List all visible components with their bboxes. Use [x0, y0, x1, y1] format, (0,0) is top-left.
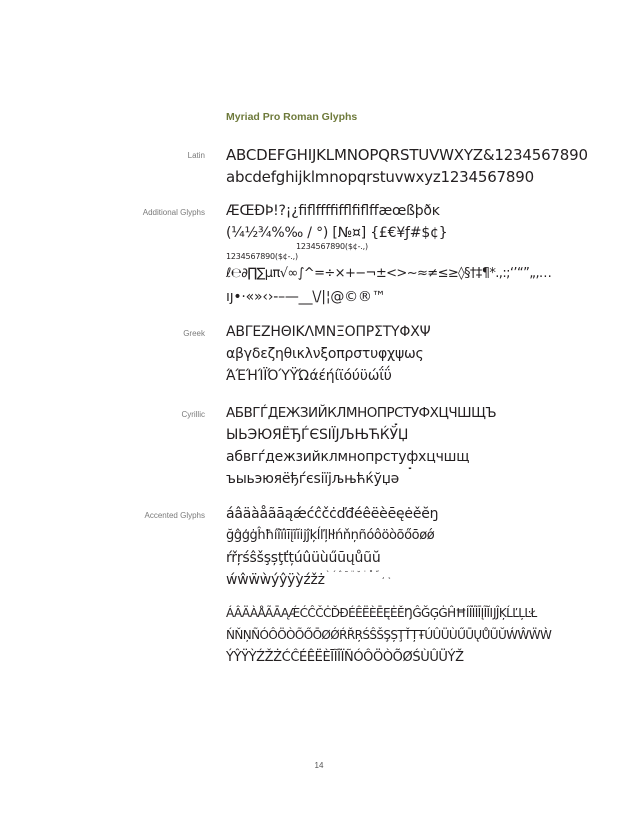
accented-line-2: ğĝģġĥħíîïìīįĩĭĳĵķĺľļŀłńňņñóôöòõőōøǿ [226, 528, 435, 543]
section-label-accented: Accented Glyphs [144, 511, 205, 520]
section-label-cyrillic: Cyrillic [181, 410, 205, 419]
cyrillic-uppercase-extra-line: ЫЬЭЮЯЁЂЃЄЅІЇЈЉЊЋЌЎЏ [226, 427, 409, 443]
additional-line-5: ıȷ•·«»‹›-–—__\/|¦@©®™ [226, 289, 386, 305]
section-label-additional: Additional Glyphs [142, 208, 205, 217]
section-label-latin: Latin [187, 151, 205, 160]
cyrillic-lowercase-extra-line: ъыьэюяёђѓєѕіїјљњћќўџә [226, 471, 400, 487]
page-number: 14 [314, 761, 324, 770]
accented-line-3: ŕřŗśŝšşșţťțúûüùűūųůũŭ [226, 550, 381, 566]
accented-uppercase-line-2: ŃŇŅÑÓÔÖÒÕŐŌØǾŔŘŖŚŜŠŞȘŢŤȚŦÚÛÜÙŰŪŲŮŨŬẂŴẄẀ [226, 628, 552, 642]
accented-uppercase-line-3: ÝŶŸỲŹŽŻĆĈÉÊËÈĪĨÎÏÑÓÔÖÒÕØŚÙÛÜÝŽ [226, 650, 464, 665]
additional-line-3-inferior: 1234567890($¢-.,) [226, 252, 298, 261]
accent-marks-line: ` ´ ˆ ˜ ¨ ˘ ˙ ˚ ˝ ¸ ˛ [326, 570, 392, 579]
latin-uppercase-line: ABCDEFGHIJKLMNOPQRSTUVWXYZ&1234567890 [226, 146, 588, 164]
accented-line-4: ẃŵẅẁýŷÿỳźžż [226, 572, 325, 588]
greek-lowercase-line: αβγδεζηθικλνξοπρστυφχψως [226, 346, 424, 362]
cyrillic-uppercase-line: АБВГЃДЕЖЗИЙКЛМНОПРСТУФХЦЧШЩЪ [226, 405, 497, 421]
section-label-greek: Greek [183, 329, 205, 338]
accented-uppercase-line-1: ÁÂÄÀÅÃĀĄǼĆĈČĊĎĐÉÊËÈĒĘĖĚŊĜĞĢĠĤĦÍÎÏÌĪĮĨĬĲĴĶĹĽĻĿŁ [226, 606, 537, 620]
additional-line-1: ÆŒÐÞ!?¡¿ﬁﬂﬀﬃﬄﬁﬂﬀæœßþðĸ [226, 203, 440, 219]
additional-line-3-superior: 1234567890($¢-.,) [296, 242, 368, 251]
additional-line-4: ℓ℮∂∏∑µπ√∞∫^=÷×+−¬±<>~≈≠≤≥◊§†‡¶*.,:;‘’“”„‚… [226, 266, 552, 281]
accented-line-1: áâäàåãāąǽćĉčċďđéêëèēęėěĕŋ [226, 506, 439, 522]
cyrillic-lowercase-line: абвгѓдежзийклмнопрстуфхцчшщ [226, 449, 470, 465]
additional-line-2: (¼½¾%‰ / °) [№¤] {£€¥ƒ#$¢} [226, 225, 448, 241]
greek-uppercase-line: ΑΒΓΕΖΗΘΙΚΛΜΝΞΟΠΡΣΤΥΦΧΨ [226, 324, 431, 340]
page-title: Myriad Pro Roman Glyphs [226, 111, 358, 123]
latin-lowercase-line: abcdefghijklmnopqrstuvwxyz1234567890 [226, 168, 534, 186]
greek-accented-line: ΆΈΉΊΪΌΎΫΏάέήίϊόύϋώΐΰ [226, 368, 392, 384]
